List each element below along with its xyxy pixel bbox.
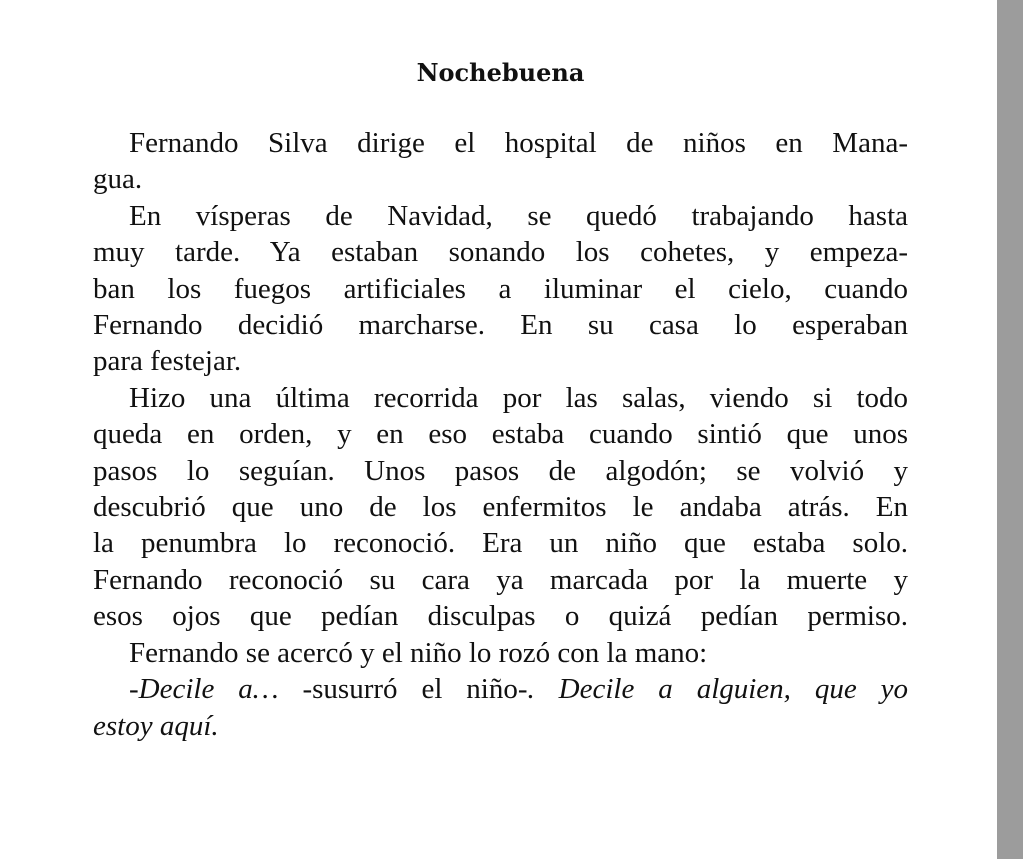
text-line: ban los fuegos artificiales a iluminar el cielo, cuando (93, 272, 908, 305)
text-line-dialogue (93, 671, 908, 707)
text-line: Fernando reconoció su cara ya marcada por la muerte y (93, 563, 908, 596)
text-line: pasos lo seguían. Unos pasos de algodón; se volvió y (93, 454, 908, 487)
text-line: Fernando decidió marcharse. En su casa lo esperaban (93, 309, 908, 342)
dialogue-italic: estoy aquí. (93, 709, 219, 742)
dialogue-italic: . Decile a alguien, que yo (527, 673, 909, 706)
narration-text: - (129, 673, 139, 706)
text-line: esos ojos que pedían disculpas o quizá pedían permiso. (93, 600, 908, 633)
narration-text: -susurró el niño- (278, 673, 528, 706)
document-content (93, 55, 908, 744)
text-line: Fernando se acercó y el niño lo rozó con la mano: (129, 636, 708, 669)
document-body (93, 125, 908, 744)
text-line: En vísperas de Navidad, se quedó trabajando hasta (129, 199, 908, 232)
text-line: muy tarde. Ya estaban sonando los cohetes, y empeza- (93, 236, 908, 269)
text-line: la penumbra lo reconoció. Era un niño que estaba solo. (93, 527, 908, 560)
dialogue-italic: Decile a… (138, 673, 279, 706)
text-line-dialogue-end (93, 708, 908, 744)
text-line: Hizo una última recorrida por las salas, viendo si todo (129, 381, 908, 414)
text-line: queda en orden, y en eso estaba cuando sintió que unos (93, 418, 908, 451)
text-line: descubrió que uno de los enfermitos le andaba atrás. En (93, 491, 908, 524)
text-line: gua. (93, 163, 143, 196)
text-line: Fernando Silva dirige el hospital de niños en Mana- (129, 127, 908, 159)
vertical-scrollbar[interactable] (997, 0, 1023, 859)
text-line: para festejar. (93, 345, 242, 378)
document-title: Nochebuena (416, 58, 585, 87)
